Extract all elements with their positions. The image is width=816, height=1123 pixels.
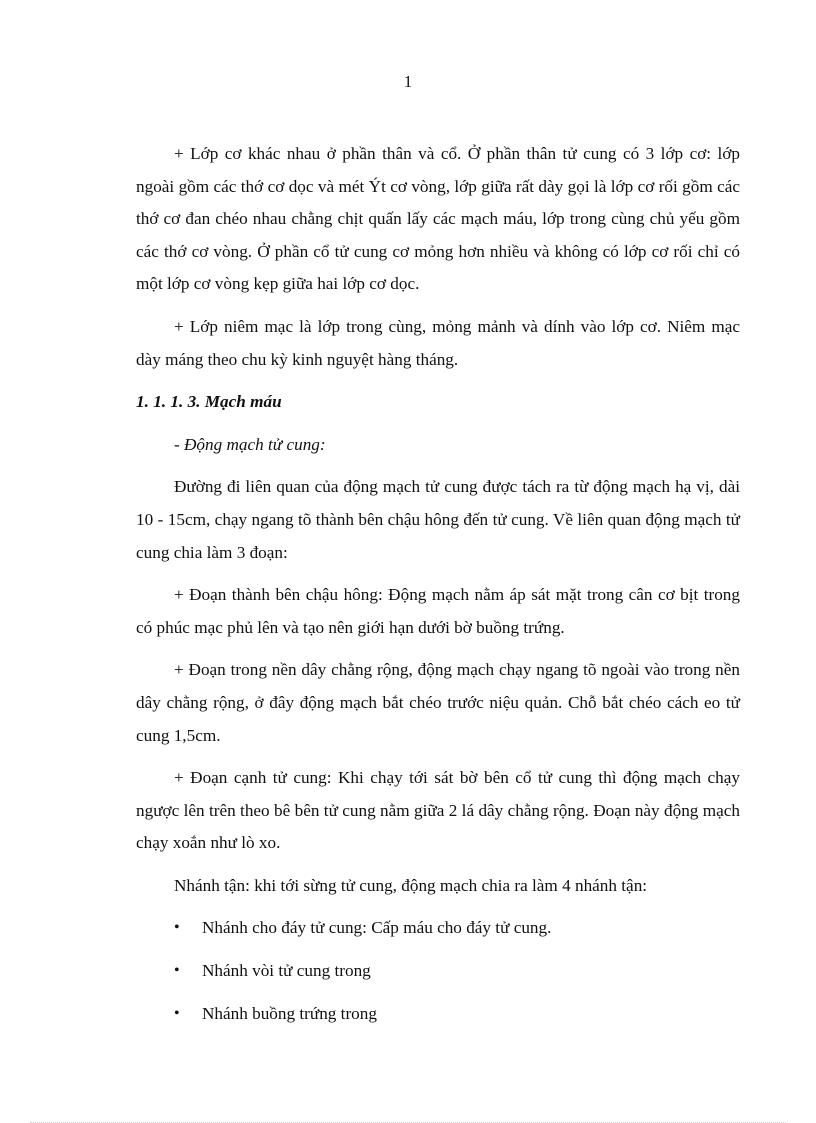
paragraph-terminal-branches: Nhánh tận: khi tới sừng tử cung, động mạch chia ra làm 4 nhánh tận: <box>174 875 648 895</box>
list-item-text: Nhánh vòi tử cung trong <box>202 961 371 981</box>
paragraph-uterine-segment: + Đoạn cạnh tử cung: Khi chạy tới sát bờ bên cổ tử cung thì động mạch chạy ngược lên trên theo bê bên tử cung nằm giữa 2 lá dây chằng rộng. Đoạn này động mạch chạy xoắn như lò xo. <box>136 768 740 853</box>
list-item-text: Nhánh cho đáy tử cung: Cấp máu cho đáy tử cung. <box>202 918 552 938</box>
list-item <box>136 955 740 988</box>
bullet-icon: • <box>174 1004 180 1022</box>
list-item <box>136 998 740 1031</box>
paragraph-pelvic-segment: + Đoạn thành bên chậu hông: Động mạch nằm áp sát mặt trong cân cơ bịt trong có phúc mạc phủ lên và tạo nên giới hạn dưới bờ buồng trứng. <box>136 585 740 637</box>
paragraph-muscle-layer: + Lớp cơ khác nhau ở phần thân và cổ. Ở phần thân tử cung có 3 lớp cơ: lớp ngoài gồm các thớ cơ dọc và mét Ýt cơ vòng, lớp giữa rất dày gọi là lớp cơ rối gồm các thớ cơ đan chéo nhau chằng chịt quấn lấy các mạch máu, lớp trong cùng chủ yếu gồm các thớ cơ vòng. Ở phần cổ tử cung cơ mỏng hơn nhiều và không có lớp cơ rối chỉ có một lớp cơ vòng kẹp giữa hai lớp cơ dọc. <box>136 144 740 294</box>
subsection-heading: - Động mạch tử cung: <box>174 434 326 454</box>
list-item <box>136 912 740 945</box>
bullet-icon: • <box>174 962 180 980</box>
branch-list <box>136 912 740 1030</box>
bullet-icon: • <box>174 919 180 937</box>
paragraph-artery-course: Đường đi liên quan của động mạch tử cung được tách ra từ động mạch hạ vị, dài 10 - 15cm, chạy ngang tõ thành bên chậu hông đến tử cung. Về liên quan động mạch tử cung chia làm 3 đoạn: <box>136 477 740 562</box>
document-body <box>136 138 740 1040</box>
paragraph-ligament-segment: + Đoạn trong nền dây chằng rộng, động mạch chạy ngang tõ ngoài vào trong nền dây chằng rộng, ở đây động mạch bắt chéo trước niệu quản. Chỗ bắt chéo cách eo tử cung 1,5cm. <box>136 660 740 745</box>
list-item-text: Nhánh buồng trứng trong <box>202 1003 377 1023</box>
paragraph-mucosa-layer: + Lớp niêm mạc là lớp trong cùng, mỏng mảnh và dính vào lớp cơ. Niêm mạc dày máng theo chu kỳ kinh nguyệt hàng tháng. <box>136 316 740 369</box>
section-heading: 1. 1. 1. 3. Mạch máu <box>136 392 282 412</box>
page-number: 1 <box>403 72 413 91</box>
